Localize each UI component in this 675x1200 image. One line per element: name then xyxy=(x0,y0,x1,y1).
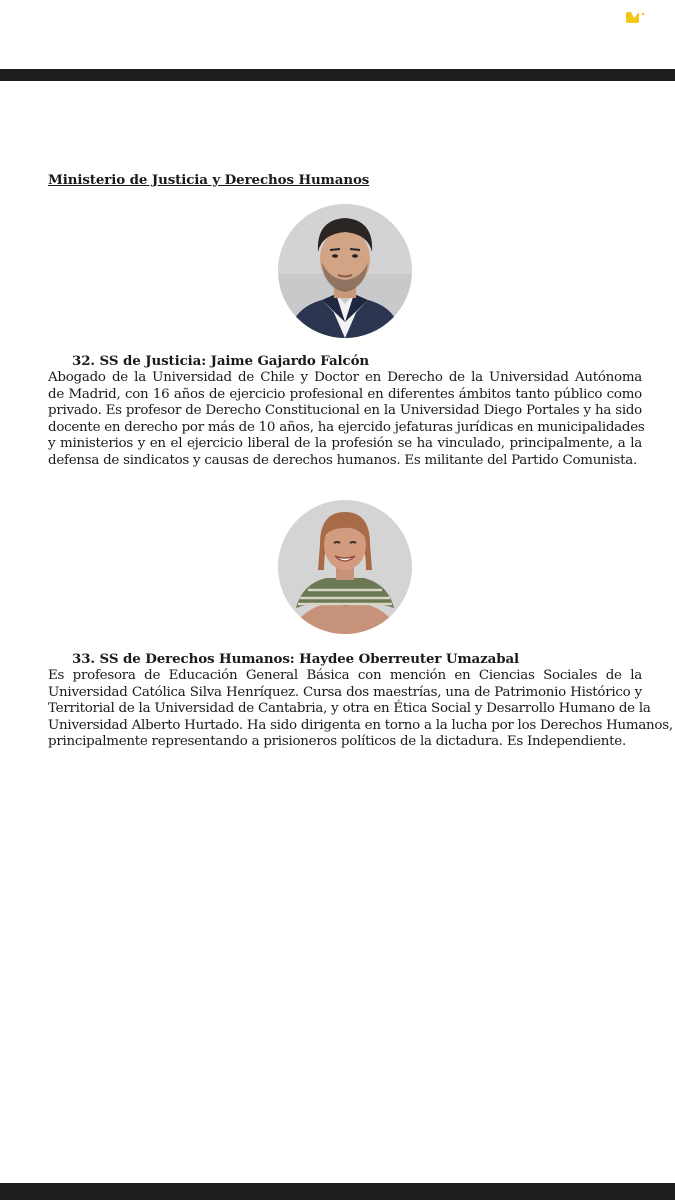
section-heading: Ministerio de Justicia y Derechos Humanos xyxy=(48,172,370,188)
entry-title: 32. SS de Justicia: Jaime Gajardo Falcón xyxy=(72,353,370,369)
portrait-woman-icon xyxy=(278,500,412,634)
header-divider xyxy=(0,69,675,81)
entry-bio: Es profesora de Educación General Básica con mención en Ciencias Sociales de la Universidad Católica Silva Henríquez. Cursa dos maestrías, una de Patrimonio Histórico y Territorial de la Universidad de Cantabria, y otra en Ética Social y Desarrollo Humano de la Universidad Alberto Hurtado. Ha sido dirigenta en torno a la lucha por los Derechos Humanos, principalmente representando a prisioneros políticos de la dictadura. Es Independiente. xyxy=(48,668,673,750)
entry-bio: Abogado de la Universidad de Chile y Doctor en Derecho de la Universidad Autónoma de Madrid, con 16 años de ejercicio profesional en diferentes ámbitos tanto público como privado. Es profesor de Derecho Constitucional en la Universidad Diego Portales y ha sido docente en derecho por más de 10 años, ha ejercido jefaturas jurídicas en municipalidades y ministerios y en el ejercicio liberal de la profesión se ha vinculado, principalmente, a la defensa de sindicatos y causas de derechos humanos. Es militante del Partido Comunista. xyxy=(48,370,645,468)
app-logo-icon xyxy=(624,9,646,25)
footer-bar xyxy=(0,1183,675,1200)
portrait-man-icon xyxy=(278,204,412,338)
entry-title: 33. SS de Derechos Humanos: Haydee Oberreuter Umazabal xyxy=(72,651,520,667)
